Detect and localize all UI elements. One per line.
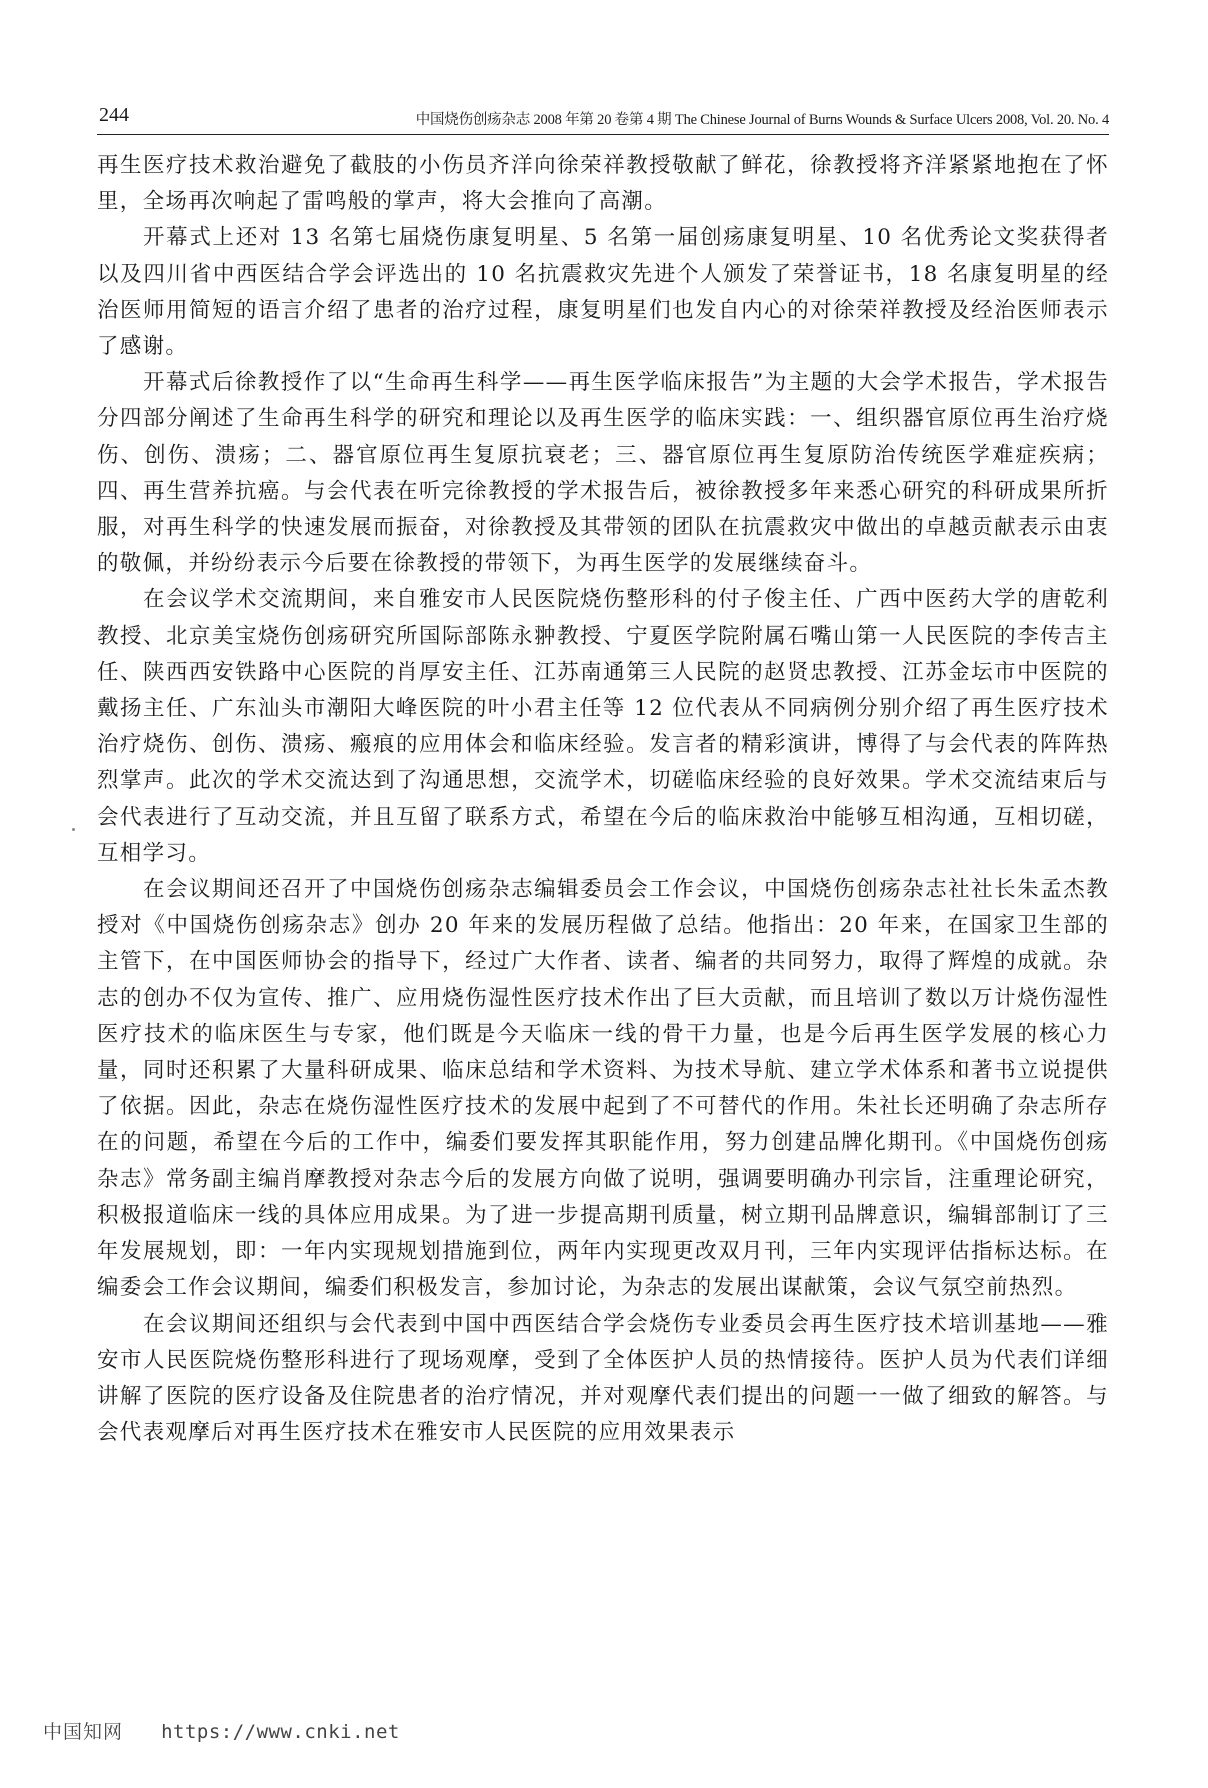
cnki-url-link[interactable]: https://www.cnki.net	[161, 1721, 400, 1743]
paragraph-keynote-report: 开幕式后徐教授作了以“生命再生科学——再生医学临床报告”为主题的大会学术报告，学术报告分四部分阐述了生命再生科学的研究和理论以及再生医学的临床实践：一、组织器官原位再生治疗烧伤、创伤、溃疡；二、器官原位再生复原抗衰老；三、器官原位再生复原防治传统医学难症疾病；四、再生营养抗癌。与会代表在听完徐教授的学术报告后，被徐教授多年来悉心研究的科研成果所折服，对再生科学的快速发展而振奋，对徐教授及其带领的团队在抗震救灾中做出的卓越贡献表示由衷的敬佩，并纷纷表示今后要在徐教授的带领下，为再生医学的发展继续奋斗。	[97, 370, 1109, 577]
scan-speck	[72, 828, 75, 831]
page-number: 244	[99, 104, 129, 126]
paragraph-awards: 开幕式上还对 13 名第七届烧伤康复明星、5 名第一届创疡康复明星、10 名优秀论文奖获得者以及四川省中西医结合学会评选出的 10 名抗震救灾先进个人颁发了荣誉证书，18 名康复明星的经治医师用简短的语言介绍了患者的治疗过程，康复明星们也发自内心的对徐荣祥教授及经治医师表示了感谢。	[97, 225, 1109, 360]
paragraph-continuation: 再生医疗技术救治避免了截肢的小伤员齐洋向徐荣祥教授敬献了鲜花，徐教授将齐洋紧紧地抱在了怀里，全场再次响起了雷鸣般的掌声，将大会推向了高潮。	[97, 153, 1109, 215]
cnki-site-name: 中国知网	[43, 1721, 124, 1743]
running-header	[97, 100, 1109, 135]
journal-citation: 中国烧伤创疡杂志 2008 年第 20 卷第 4 期 The Chinese Journal of Burns Wounds & Surface Ulcers 2008, Vol. 20. No. 4	[415, 112, 1109, 128]
article-body	[97, 148, 1109, 1451]
paragraph-editorial-meeting: 在会议期间还召开了中国烧伤创疡杂志编辑委员会工作会议，中国烧伤创疡杂志社社长朱孟杰教授对《中国烧伤创疡杂志》创办 20 年来的发展历程做了总结。他指出：20 年来，在国家卫生部的主管下，在中国医师协会的指导下，经过广大作者、读者、编者的共同努力，取得了辉煌的成就。杂志的创办不仅为宣传、推广、应用烧伤湿性医疗技术作出了巨大贡献，而且培训了数以万计烧伤湿性医疗技术的临床医生与专家，他们既是今天临床一线的骨干力量，也是今后再生医学发展的核心力量，同时还积累了大量科研成果、临床总结和学术资料、为技术导航、建立学术体系和著书立说提供了依据。因此，杂志在烧伤湿性医疗技术的发展中起到了不可替代的作用。朱社长还明确了杂志所存在的问题，希望在今后的工作中，编委们要发挥其职能作用，努力创建品牌化期刊。《中国烧伤创疡杂志》常务副主编肖摩教授对杂志今后的发展方向做了说明，强调要明确办刊宗旨，注重理论研究，积极报道临床一线的具体应用成果。为了进一步提高期刊质量，树立期刊品牌意识，编辑部制订了三年发展规划，即：一年内实现规划措施到位，两年内实现更改双月刊，三年内实现评估指标达标。在编委会工作会议期间，编委们积极发言，参加讨论，为杂志的发展出谋献策，会议气氛空前热烈。	[97, 877, 1109, 1301]
paragraph-site-visit: 在会议期间还组织与会代表到中国中西医结合学会烧伤专业委员会再生医疗技术培训基地——雅安市人民医院烧伤整形科进行了现场观摩，受到了全体医护人员的热情接待。医护人员为代表们详细讲解了医院的医疗设备及住院患者的治疗情况，并对观摩代表们提出的问题一一做了细致的解答。与会代表观摩后对再生医疗技术在雅安市人民医院的应用效果表示	[97, 1311, 1109, 1446]
watermark-footer	[43, 1717, 400, 1747]
paragraph-academic-exchange: 在会议学术交流期间，来自雅安市人民医院烧伤整形科的付子俊主任、广西中医药大学的唐乾利教授、北京美宝烧伤创疡研究所国际部陈永翀教授、宁夏医学院附属石嘴山第一人民医院的李传吉主任、陕西西安铁路中心医院的肖厚安主任、江苏南通第三人民院的赵贤忠教授、江苏金坛市中医院的戴扬主任、广东汕头市潮阳大峰医院的叶小君主任等 12 位代表从不同病例分别介绍了再生医疗技术治疗烧伤、创伤、溃疡、瘢痕的应用体会和临床经验。发言者的精彩演讲，博得了与会代表的阵阵热烈掌声。此次的学术交流达到了沟通思想，交流学术，切磋临床经验的良好效果。学术交流结束后与会代表进行了互动交流，并且互留了联系方式，希望在今后的临床救治中能够互相沟通，互相切磋，互相学习。	[97, 587, 1109, 866]
